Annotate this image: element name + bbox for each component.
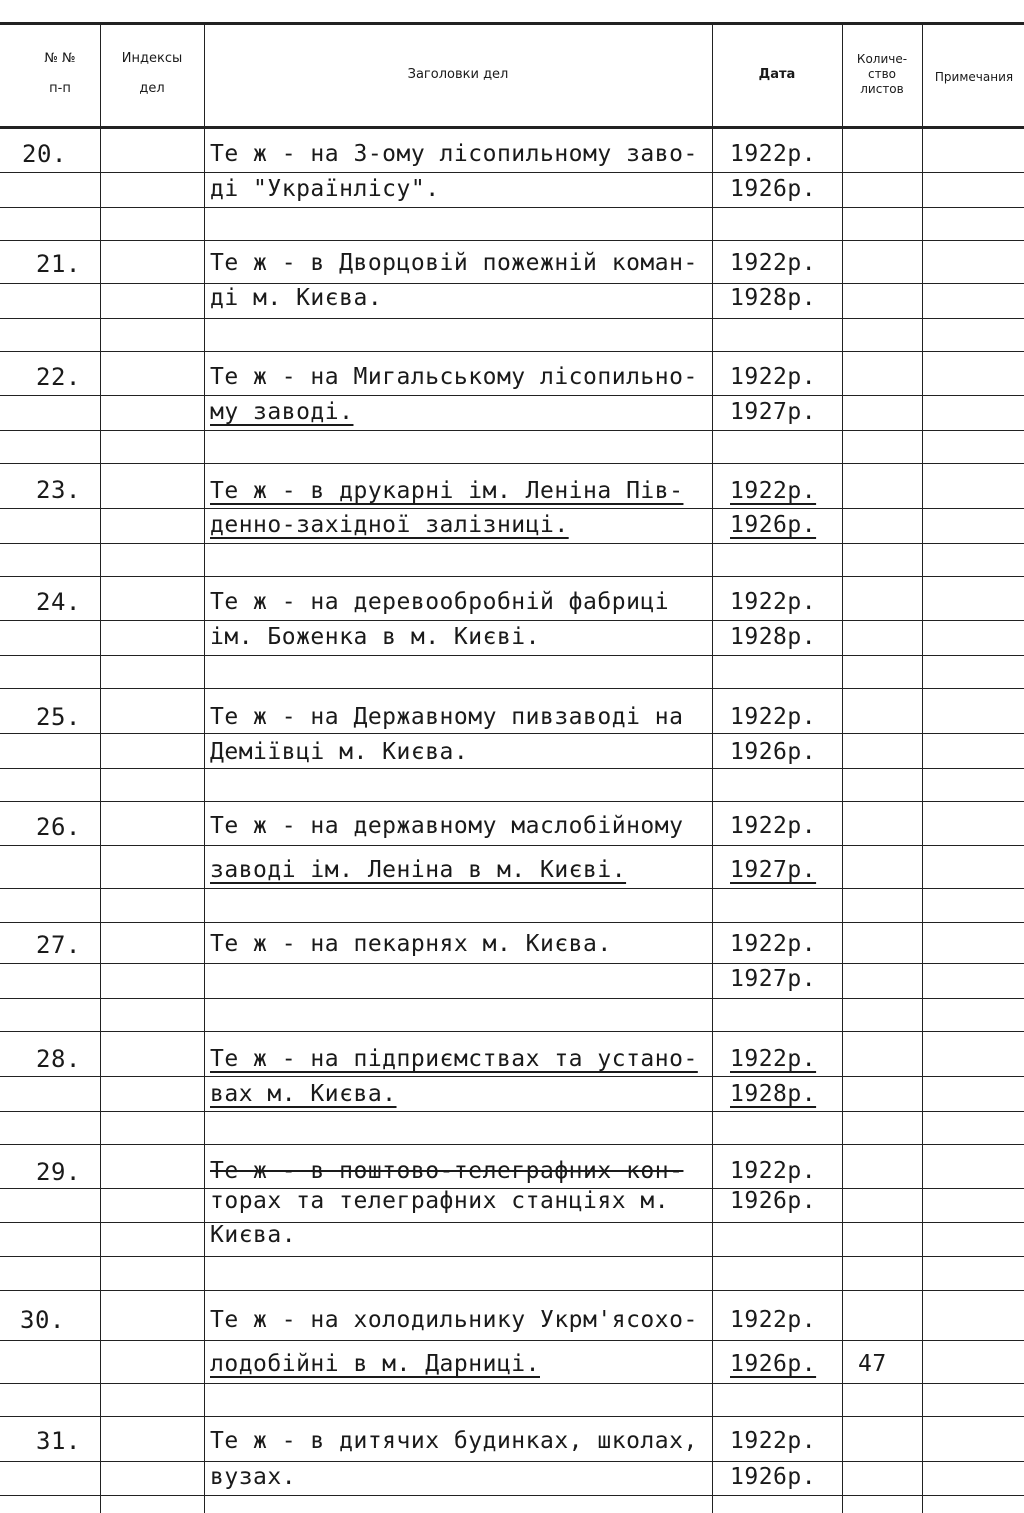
- row-line: [0, 576, 1024, 577]
- row-29-date-start: 1922р.: [730, 1158, 817, 1184]
- row-20-title-line1: Те ж - на 3-ому лісопильному заво-: [210, 141, 698, 167]
- row-line: [0, 463, 1024, 464]
- row-line: [0, 620, 1024, 621]
- row-line: [0, 395, 1024, 396]
- header-no: [20, 50, 100, 98]
- row-22-title-line2: му заводі.: [210, 399, 354, 425]
- row-30-date-end: 1926р.: [730, 1351, 817, 1377]
- row-24-title-line1: Те ж - на деревообробній фабриці: [210, 589, 670, 615]
- row-line: [0, 543, 1024, 544]
- row-30-title-line2: лодобійні в м. Дарниці.: [210, 1351, 540, 1377]
- row-21-date-end: 1928р.: [730, 285, 817, 311]
- row-31-number: 31.: [36, 1427, 81, 1455]
- row-24-date-start: 1922р.: [730, 589, 817, 615]
- row-line: [0, 1383, 1024, 1384]
- row-22-date-start: 1922р.: [730, 364, 817, 390]
- row-30-sheet-count: 47: [858, 1351, 887, 1377]
- row-line: [0, 1416, 1024, 1417]
- row-25-title-line1: Те ж - на Державному пивзаводі на: [210, 704, 684, 730]
- row-line: [0, 655, 1024, 656]
- row-line: [0, 1111, 1024, 1112]
- row-line: [0, 1076, 1024, 1077]
- top-border: [0, 22, 1024, 25]
- row-line: [0, 845, 1024, 846]
- row-25-date-start: 1922р.: [730, 704, 817, 730]
- header-index-line1: Индексы: [121, 51, 183, 66]
- row-28-date-end: 1928р.: [730, 1081, 817, 1107]
- row-28-title-line1: Те ж - на підприємствах та устано-: [210, 1046, 698, 1072]
- row-28-title-line2: вах м. Києва.: [210, 1081, 397, 1107]
- row-line: [0, 1290, 1024, 1291]
- row-26-title-line1: Те ж - на державному маслобійному: [210, 813, 684, 839]
- row-20-number: 20.: [22, 140, 67, 168]
- row-26-date-start: 1922р.: [730, 813, 817, 839]
- row-29-title-line2: торах та телеграфних станціях м.: [210, 1188, 670, 1214]
- row-line: [0, 688, 1024, 689]
- row-29-number: 29.: [36, 1158, 81, 1186]
- row-31-date-start: 1922р.: [730, 1428, 817, 1454]
- row-23-number: 23.: [36, 476, 81, 504]
- row-line: [0, 318, 1024, 319]
- header-bottom-border: [0, 126, 1024, 129]
- row-line: [0, 1495, 1024, 1496]
- header-no-line2: п-п: [49, 81, 71, 96]
- row-23-date-end: 1926р.: [730, 512, 817, 538]
- row-26-date-end: 1927р.: [730, 857, 817, 883]
- row-27-title-line1: Те ж - на пекарнях м. Києва.: [210, 931, 612, 957]
- row-27-date-end: 1927р.: [730, 966, 817, 992]
- row-23-date-start: 1922р.: [730, 478, 817, 504]
- header-notes: Примечания: [934, 70, 1014, 84]
- row-line: [0, 922, 1024, 923]
- row-23-title-line2: денно-західної залізниці.: [210, 512, 569, 538]
- row-line: [0, 963, 1024, 964]
- header-index-line2: дел: [139, 81, 165, 96]
- row-27-date-start: 1922р.: [730, 931, 817, 957]
- row-27-number: 27.: [36, 931, 81, 959]
- row-line: [0, 430, 1024, 431]
- row-26-title-line2: заводі ім. Леніна в м. Києві.: [210, 857, 627, 883]
- header-count-line3: листов: [860, 82, 904, 96]
- row-21-number: 21.: [36, 250, 81, 278]
- row-line: [0, 283, 1024, 284]
- header-title: Заголовки дел: [407, 67, 509, 82]
- row-29-title-line1: Те ж - в поштово-телеграфних кон-: [210, 1158, 684, 1184]
- row-30-date-start: 1922р.: [730, 1307, 817, 1333]
- row-25-title-line2: Деміївці м. Києва.: [210, 739, 469, 765]
- header-index: [104, 50, 200, 98]
- row-line: [0, 768, 1024, 769]
- row-25-number: 25.: [36, 703, 81, 731]
- row-line: [0, 351, 1024, 352]
- row-23-title-line1: Те ж - в друкарні ім. Леніна Пів-: [210, 478, 684, 504]
- row-line: [0, 1222, 1024, 1223]
- row-20-title-line2: ді "Українлісу".: [210, 176, 440, 202]
- row-22-title-line1: Те ж - на Мигальському лісопильно-: [210, 364, 698, 390]
- row-24-number: 24.: [36, 588, 81, 616]
- row-22-number: 22.: [36, 363, 81, 391]
- header-no-line1: № №: [44, 51, 76, 66]
- row-line: [0, 1340, 1024, 1341]
- row-line: [0, 1031, 1024, 1032]
- row-22-date-end: 1927р.: [730, 399, 817, 425]
- row-30-number: 30.: [20, 1306, 65, 1334]
- row-line: [0, 888, 1024, 889]
- row-20-date-start: 1922р.: [730, 141, 817, 167]
- header-count-line2: ство: [867, 67, 896, 81]
- row-line: [0, 207, 1024, 208]
- row-29-title-line3: Києва.: [210, 1222, 297, 1248]
- row-line: [0, 733, 1024, 734]
- row-line: [0, 1144, 1024, 1145]
- row-31-title-line2: вузах.: [210, 1464, 297, 1490]
- row-line: [0, 998, 1024, 999]
- row-21-date-start: 1922р.: [730, 250, 817, 276]
- row-24-title-line2: ім. Боженка в м. Києві.: [210, 624, 540, 650]
- header-date: Дата: [758, 67, 796, 82]
- header-count-line1: Количе-: [856, 52, 908, 66]
- row-line: [0, 508, 1024, 509]
- row-30-title-line1: Те ж - на холодильнику Укрм'ясохо-: [210, 1307, 698, 1333]
- row-29-date-end: 1926р.: [730, 1188, 817, 1214]
- row-24-date-end: 1928р.: [730, 624, 817, 650]
- row-line: [0, 1256, 1024, 1257]
- row-line: [0, 172, 1024, 173]
- header-count: [842, 52, 922, 97]
- row-line: [0, 1461, 1024, 1462]
- row-21-title-line2: ді м. Києва.: [210, 285, 383, 311]
- row-26-number: 26.: [36, 813, 81, 841]
- row-line: [0, 801, 1024, 802]
- row-20-date-end: 1926р.: [730, 176, 817, 202]
- row-21-title-line1: Те ж - в Дворцовій пожежній коман-: [210, 250, 698, 276]
- row-28-date-start: 1922р.: [730, 1046, 817, 1072]
- row-25-date-end: 1926р.: [730, 739, 817, 765]
- row-31-date-end: 1926р.: [730, 1464, 817, 1490]
- row-28-number: 28.: [36, 1045, 81, 1073]
- row-line: [0, 240, 1024, 241]
- row-31-title-line1: Те ж - в дитячих будинках, школах,: [210, 1428, 698, 1454]
